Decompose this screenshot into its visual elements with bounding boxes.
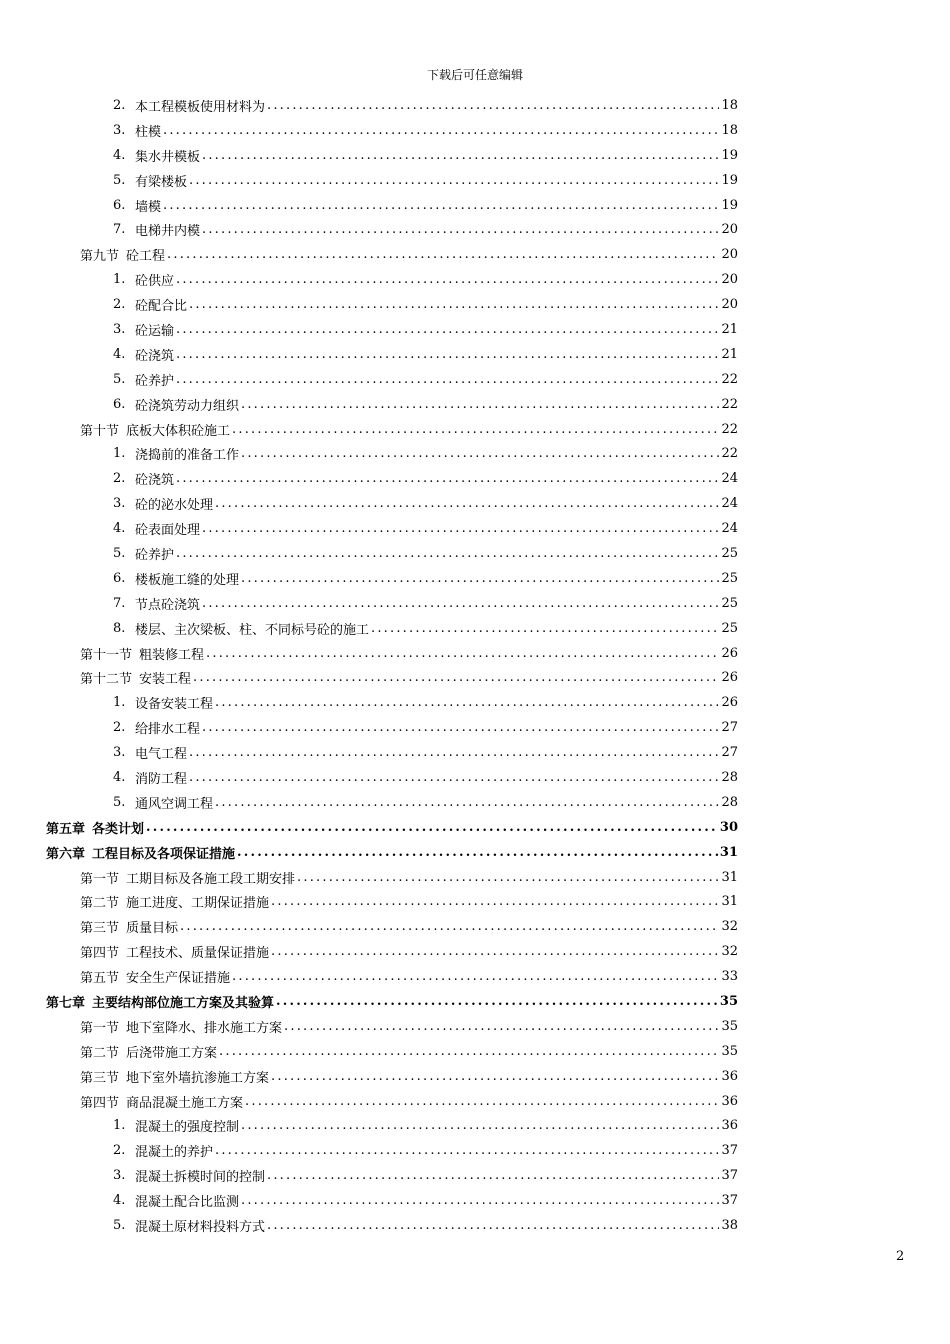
toc-chapter-entry[interactable]	[46, 840, 738, 865]
toc-subsection-entry[interactable]	[46, 566, 738, 591]
toc-entry-number: 4.	[113, 147, 126, 163]
toc-entry-page: 25	[721, 595, 738, 611]
toc-entry-page: 25	[721, 545, 738, 561]
toc-subsection-entry[interactable]	[46, 541, 738, 566]
toc-section-entry[interactable]	[46, 890, 738, 915]
toc-entry-page: 37	[721, 1193, 738, 1209]
toc-dot-leader	[146, 820, 718, 835]
toc-entry-number: 3.	[113, 496, 126, 512]
toc-subsection-entry[interactable]	[46, 143, 738, 168]
toc-section-entry[interactable]	[46, 1014, 738, 1039]
toc-dot-leader	[176, 546, 719, 561]
toc-section-entry[interactable]	[46, 865, 738, 890]
toc-entry-number: 2.	[113, 1143, 126, 1159]
toc-entry-number: 1.	[113, 272, 126, 288]
toc-subsection-entry[interactable]	[46, 466, 738, 491]
toc-subsection-entry[interactable]	[46, 1188, 738, 1213]
toc-dot-leader	[297, 870, 719, 885]
toc-section-entry[interactable]	[46, 939, 738, 964]
toc-entry-page: 21	[721, 321, 738, 337]
toc-dot-leader	[215, 695, 719, 710]
toc-section-entry[interactable]	[46, 1089, 738, 1114]
toc-entry-page: 25	[721, 620, 738, 636]
toc-entry-title: 各类计划	[92, 821, 145, 837]
toc-dot-leader	[284, 1019, 719, 1034]
toc-entry-title: 粗装修工程	[139, 647, 205, 663]
toc-dot-leader	[232, 422, 719, 437]
toc-entry-title: 砼供应	[135, 274, 175, 290]
toc-entry-number: 2.	[113, 97, 126, 113]
toc-entry-title: 楼层、主次梁板、柱、不同标号砼的施工	[135, 622, 370, 638]
toc-dot-leader	[163, 198, 719, 213]
toc-dot-leader	[163, 123, 719, 138]
toc-entry-number: 1.	[113, 1118, 126, 1134]
toc-entry-title: 商品混凝土施工方案	[126, 1095, 244, 1111]
toc-entry-page: 36	[721, 1118, 738, 1134]
toc-dot-leader	[167, 247, 719, 262]
toc-entry-number: 3.	[113, 1168, 126, 1184]
toc-entry-title: 砼的泌水处理	[135, 498, 214, 514]
toc-entry-page: 30	[719, 819, 738, 835]
toc-entry-title: 给排水工程	[135, 722, 201, 738]
toc-entry-title: 地下室外墙抗渗施工方案	[126, 1070, 270, 1086]
toc-entry-title: 混凝土拆模时间的控制	[135, 1170, 266, 1186]
toc-dot-leader	[232, 969, 719, 984]
toc-entry-title: 节点砼浇筑	[135, 597, 201, 613]
toc-dot-leader	[276, 994, 718, 1009]
toc-entry-title: 砼养护	[135, 373, 175, 389]
toc-subsection-entry[interactable]	[46, 690, 738, 715]
toc-dot-leader	[215, 496, 719, 511]
toc-subsection-entry[interactable]	[46, 740, 738, 765]
toc-entry-page: 32	[721, 944, 738, 960]
toc-dot-leader	[237, 845, 718, 860]
toc-dot-leader	[189, 173, 719, 188]
toc-entry-page: 28	[721, 794, 738, 810]
toc-entry-title: 工期目标及各施工段工期安排	[126, 871, 296, 887]
toc-entry-number: 第一节	[80, 1020, 120, 1036]
toc-entry-title: 本工程模板使用材料为	[135, 99, 266, 115]
toc-entry-page: 20	[721, 247, 738, 263]
toc-subsection-entry[interactable]	[46, 1163, 738, 1188]
toc-entry-page: 36	[721, 1093, 738, 1109]
toc-entry-number: 第四节	[80, 1095, 120, 1111]
toc-dot-leader	[241, 397, 719, 412]
toc-entry-number: 1.	[113, 695, 126, 711]
toc-dot-leader	[176, 322, 719, 337]
toc-entry-title: 砼浇筑	[135, 473, 175, 489]
toc-dot-leader	[219, 1044, 719, 1059]
toc-entry-page: 22	[721, 371, 738, 387]
toc-dot-leader	[176, 272, 719, 287]
toc-entry-page: 37	[721, 1168, 738, 1184]
toc-entry-page: 31	[721, 894, 738, 910]
toc-entry-title: 工程技术、质量保证措施	[126, 946, 270, 962]
toc-entry-number: 第三节	[80, 1070, 120, 1086]
toc-subsection-entry[interactable]	[46, 168, 738, 193]
toc-chapter-entry[interactable]	[46, 815, 738, 840]
toc-entry-number: 1.	[113, 446, 126, 462]
toc-entry-number: 2.	[113, 720, 126, 736]
toc-entry-title: 混凝土原材料投料方式	[135, 1220, 266, 1236]
toc-entry-number: 3.	[113, 321, 126, 337]
toc-entry-page: 26	[721, 670, 738, 686]
toc-entry-number: 4.	[113, 769, 126, 785]
toc-entry-page: 35	[721, 1018, 738, 1034]
toc-subsection-entry[interactable]	[46, 217, 738, 242]
toc-entry-page: 37	[721, 1143, 738, 1159]
toc-entry-page: 22	[721, 446, 738, 462]
toc-entry-number: 第五章	[46, 821, 86, 837]
table-of-contents	[46, 93, 738, 1238]
toc-subsection-entry[interactable]	[46, 193, 738, 218]
toc-dot-leader	[267, 98, 719, 113]
toc-entry-page: 22	[721, 421, 738, 437]
toc-entry-title: 柱模	[135, 124, 162, 140]
toc-dot-leader	[202, 521, 719, 536]
toc-entry-title: 安全生产保证措施	[126, 971, 231, 987]
toc-dot-leader	[241, 446, 719, 461]
toc-subsection-entry[interactable]	[46, 392, 738, 417]
toc-dot-leader	[176, 471, 719, 486]
toc-entry-number: 第二节	[80, 1045, 120, 1061]
toc-section-entry[interactable]	[46, 417, 738, 442]
toc-subsection-entry[interactable]	[46, 342, 738, 367]
toc-entry-title: 砼配合比	[135, 299, 188, 315]
toc-entry-title: 混凝土配合比监测	[135, 1195, 240, 1211]
toc-subsection-entry[interactable]	[46, 790, 738, 815]
toc-entry-page: 21	[721, 346, 738, 362]
toc-dot-leader	[202, 148, 719, 163]
toc-entry-page: 28	[721, 769, 738, 785]
toc-dot-leader	[189, 297, 719, 312]
toc-entry-page: 22	[721, 396, 738, 412]
toc-entry-page: 20	[721, 297, 738, 313]
toc-section-entry[interactable]	[46, 1039, 738, 1064]
toc-entry-page: 32	[721, 919, 738, 935]
toc-entry-title: 电梯井内模	[135, 224, 201, 240]
toc-entry-number: 6.	[113, 570, 126, 586]
toc-entry-number: 4.	[113, 521, 126, 537]
toc-chapter-entry[interactable]	[46, 989, 738, 1014]
toc-entry-number: 第二节	[80, 896, 120, 912]
toc-dot-leader	[206, 646, 719, 661]
toc-dot-leader	[271, 944, 719, 959]
toc-entry-page: 20	[721, 272, 738, 288]
toc-dot-leader	[241, 1193, 719, 1208]
toc-entry-page: 27	[721, 720, 738, 736]
toc-entry-page: 31	[721, 869, 738, 885]
toc-entry-number: 2.	[113, 297, 126, 313]
toc-entry-title: 消防工程	[135, 771, 188, 787]
toc-entry-title: 安装工程	[139, 672, 192, 688]
toc-dot-leader	[245, 1094, 719, 1109]
toc-entry-number: 3.	[113, 122, 126, 138]
toc-entry-number: 3.	[113, 745, 126, 761]
toc-dot-leader	[202, 720, 719, 735]
toc-entry-page: 33	[721, 969, 738, 985]
toc-entry-title: 后浇带施工方案	[126, 1045, 218, 1061]
toc-entry-number: 7.	[113, 222, 126, 238]
toc-dot-leader	[267, 1168, 719, 1183]
toc-subsection-entry[interactable]	[46, 591, 738, 616]
toc-entry-number: 5.	[113, 545, 126, 561]
toc-dot-leader	[180, 919, 719, 934]
toc-subsection-entry[interactable]	[46, 1114, 738, 1139]
toc-entry-title: 主要结构部位施工方案及其验算	[92, 996, 275, 1011]
toc-entry-number: 5.	[113, 1218, 126, 1234]
page-number: 2	[896, 1249, 905, 1264]
toc-entry-number: 5.	[113, 794, 126, 810]
toc-entry-page: 18	[721, 97, 738, 113]
toc-entry-title: 混凝土的养护	[135, 1145, 214, 1161]
toc-entry-number: 第四节	[80, 946, 120, 962]
toc-entry-number: 第五节	[80, 971, 120, 987]
toc-entry-title: 质量目标	[126, 921, 179, 937]
toc-dot-leader	[267, 1218, 719, 1233]
toc-entry-page: 20	[721, 222, 738, 238]
toc-entry-title: 砼工程	[126, 249, 166, 265]
toc-entry-number: 7.	[113, 595, 126, 611]
page-header: 下载后可任意编辑	[426, 68, 523, 82]
toc-entry-title: 砼浇筑劳动力组织	[135, 398, 240, 414]
toc-subsection-entry[interactable]	[46, 441, 738, 466]
toc-entry-title: 底板大体积砼施工	[126, 423, 231, 439]
toc-subsection-entry[interactable]	[46, 491, 738, 516]
toc-subsection-entry[interactable]	[46, 93, 738, 118]
toc-entry-page: 19	[721, 172, 738, 188]
toc-entry-title: 集水井模板	[135, 149, 201, 165]
toc-dot-leader	[241, 1118, 719, 1133]
toc-entry-number: 第十二节	[80, 672, 133, 688]
toc-subsection-entry[interactable]	[46, 715, 738, 740]
toc-subsection-entry[interactable]	[46, 267, 738, 292]
toc-entry-title: 通风空调工程	[135, 796, 214, 812]
toc-dot-leader	[189, 770, 719, 785]
toc-entry-page: 25	[721, 570, 738, 586]
toc-entry-page: 38	[721, 1218, 738, 1234]
toc-dot-leader	[176, 347, 719, 362]
toc-entry-number: 第十节	[80, 423, 120, 439]
toc-entry-number: 第三节	[80, 921, 120, 937]
toc-entry-number: 2.	[113, 471, 126, 487]
toc-entry-title: 浇捣前的准备工作	[135, 448, 240, 464]
toc-entry-page: 35	[721, 1043, 738, 1059]
toc-entry-page: 36	[721, 1068, 738, 1084]
toc-subsection-entry[interactable]	[46, 292, 738, 317]
toc-dot-leader	[193, 670, 719, 685]
toc-entry-page: 19	[721, 147, 738, 163]
toc-entry-page: 31	[719, 844, 738, 860]
toc-entry-number: 5.	[113, 172, 126, 188]
toc-dot-leader	[215, 795, 719, 810]
toc-section-entry[interactable]	[46, 964, 738, 989]
toc-entry-title: 砼运输	[135, 323, 175, 339]
toc-subsection-entry[interactable]	[46, 765, 738, 790]
toc-entry-number: 第十一节	[80, 647, 133, 663]
toc-entry-title: 设备安装工程	[135, 697, 214, 713]
toc-entry-page: 24	[721, 496, 738, 512]
toc-entry-number: 6.	[113, 197, 126, 213]
toc-subsection-entry[interactable]	[46, 616, 738, 641]
toc-dot-leader	[271, 1069, 719, 1084]
toc-subsection-entry[interactable]	[46, 1213, 738, 1238]
toc-section-entry[interactable]	[46, 1064, 738, 1089]
toc-section-entry[interactable]	[46, 641, 738, 666]
toc-entry-number: 第七章	[46, 996, 86, 1011]
toc-entry-number: 第九节	[80, 249, 120, 265]
toc-dot-leader	[202, 222, 719, 237]
toc-entry-title: 电气工程	[135, 747, 188, 763]
toc-dot-leader	[241, 571, 719, 586]
toc-entry-page: 18	[721, 122, 738, 138]
toc-dot-leader	[371, 621, 719, 636]
toc-entry-page: 26	[721, 645, 738, 661]
toc-entry-title: 有梁楼板	[135, 174, 188, 190]
toc-dot-leader	[271, 894, 719, 909]
toc-subsection-entry[interactable]	[46, 1138, 738, 1163]
toc-entry-title: 墙模	[135, 199, 162, 215]
toc-entry-title: 混凝土的强度控制	[135, 1120, 240, 1136]
toc-entry-title: 砼养护	[135, 547, 175, 563]
toc-dot-leader	[176, 372, 719, 387]
toc-entry-page: 35	[719, 994, 738, 1009]
toc-entry-page: 27	[721, 745, 738, 761]
toc-entry-page: 24	[721, 521, 738, 537]
toc-subsection-entry[interactable]	[46, 516, 738, 541]
toc-entry-title: 地下室降水、排水施工方案	[126, 1020, 283, 1036]
toc-entry-page: 24	[721, 471, 738, 487]
toc-entry-number: 4.	[113, 1193, 126, 1209]
toc-entry-title: 砼浇筑	[135, 348, 175, 364]
toc-entry-number: 第一节	[80, 871, 120, 887]
toc-entry-title: 施工进度、工期保证措施	[126, 896, 270, 912]
toc-subsection-entry[interactable]	[46, 367, 738, 392]
toc-entry-page: 19	[721, 197, 738, 213]
toc-dot-leader	[189, 745, 719, 760]
toc-entry-title: 工程目标及各项保证措施	[92, 846, 236, 862]
toc-subsection-entry[interactable]	[46, 317, 738, 342]
toc-entry-number: 5.	[113, 371, 126, 387]
toc-dot-leader	[202, 596, 719, 611]
toc-entry-number: 4.	[113, 346, 126, 362]
toc-section-entry[interactable]	[46, 242, 738, 267]
toc-section-entry[interactable]	[46, 665, 738, 690]
toc-entry-number: 8.	[113, 620, 126, 636]
toc-entry-title: 楼板施工缝的处理	[135, 572, 240, 588]
toc-entry-number: 第六章	[46, 846, 86, 862]
toc-entry-title: 砼表面处理	[135, 523, 201, 539]
toc-dot-leader	[215, 1143, 719, 1158]
toc-section-entry[interactable]	[46, 914, 738, 939]
toc-entry-page: 26	[721, 695, 738, 711]
toc-subsection-entry[interactable]	[46, 118, 738, 143]
toc-entry-number: 6.	[113, 396, 126, 412]
